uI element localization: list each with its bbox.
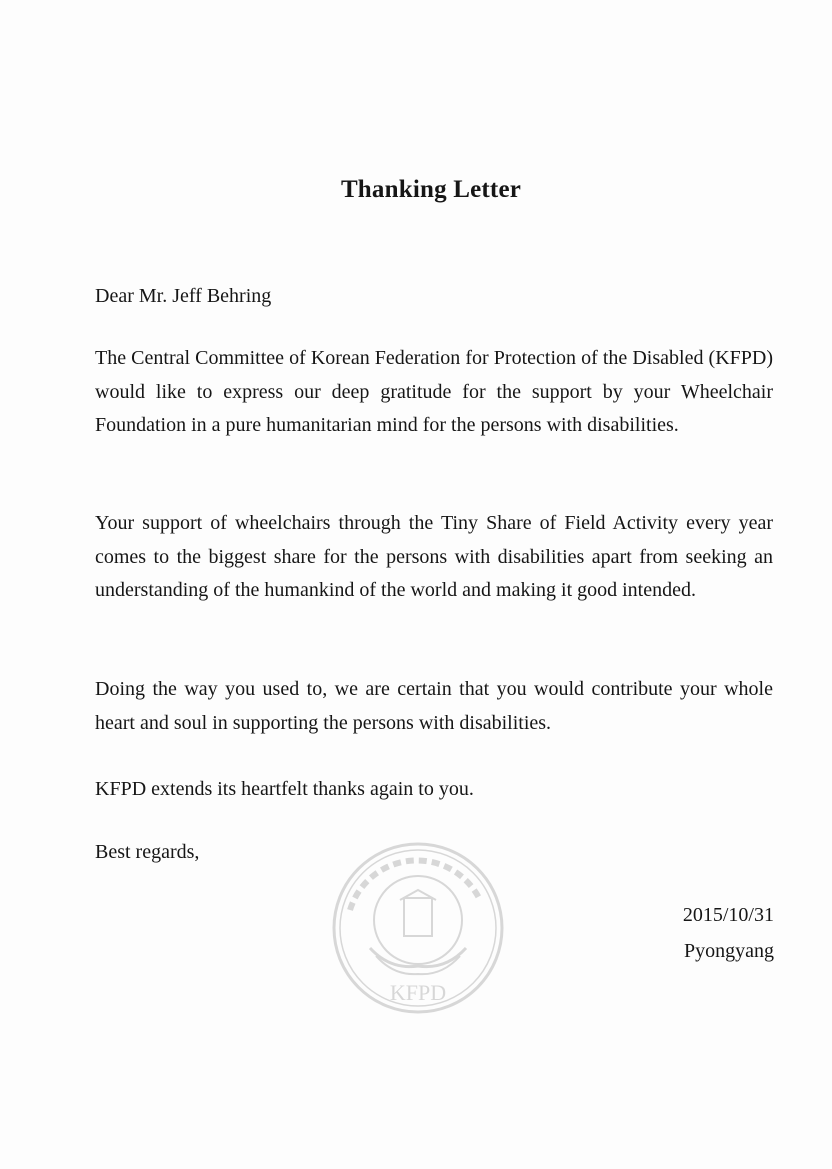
seal-text: KFPD (389, 980, 447, 1005)
body-paragraph-3: Doing the way you used to, we are certain that you would contribute your whole heart and soul in supporting the persons with disabilities. (95, 678, 773, 734)
body-paragraph-1: The Central Committee of Korean Federation for Protection of the Disabled (KFPD) would like to express our deep gratitude for the support by your Wheelchair Foundation in a pure humanitarian mind for the persons with disabilities. (95, 347, 773, 436)
salutation: Dear Mr. Jeff Behring (95, 285, 272, 307)
closing: Best regards, (95, 841, 200, 863)
letter-date: 2015/10/31 (682, 904, 774, 926)
body-paragraph-4: KFPD extends its heartfelt thanks again to you. (95, 778, 474, 800)
letter-title: Thanking Letter (340, 176, 522, 203)
letter-place: Pyongyang (684, 940, 774, 962)
body-paragraph-2: Your support of wheelchairs through the Tiny Share of Field Activity every year comes to the biggest share for the persons with disabilities apart from seeking an understanding of the humankind of the world and making it good intended. (95, 512, 773, 601)
kfpd-seal-icon (330, 840, 506, 1016)
